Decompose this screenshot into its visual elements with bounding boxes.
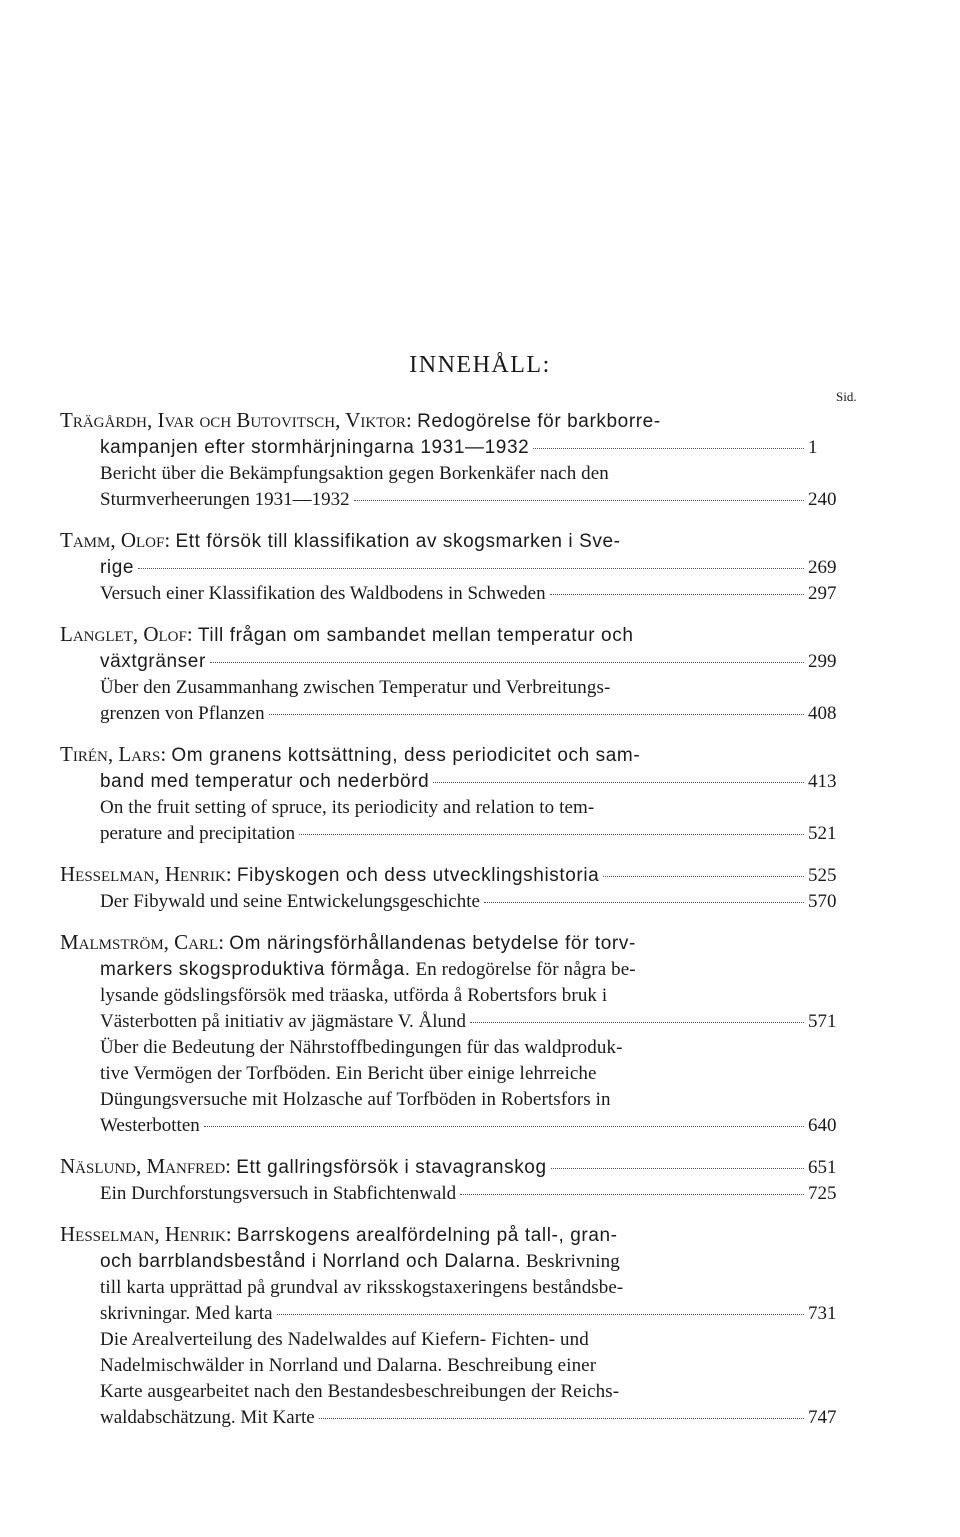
entry-description-end: Västerbotten på initiativ av jägmästare V. Ålund — [100, 1011, 467, 1032]
leader-dots — [269, 714, 804, 715]
leader-dots — [277, 1314, 804, 1315]
translation-text-end: Versuch einer Klassifikation des Waldbodens in Schweden — [100, 583, 546, 604]
leader-dots — [550, 594, 804, 595]
entry-title-line — [60, 555, 850, 581]
entry-title-line — [60, 435, 850, 461]
entry-title: Till frågan om sambandet mellan temperatur och — [197, 625, 634, 646]
toc-entry — [60, 861, 850, 915]
entry-title: Redogörelse för barkborre- — [417, 411, 661, 432]
translation-line — [60, 1405, 850, 1431]
entry-title-bold: markers skogsproduktiva förmåga. — [100, 959, 411, 980]
page-number: 1 — [808, 437, 818, 458]
translation-line — [60, 487, 850, 513]
entry-heading — [60, 407, 850, 435]
page-number: 725 — [808, 1183, 837, 1204]
translation-text-end: perature and precipitation — [100, 823, 296, 844]
entry-author: Malmström, Carl: — [60, 930, 225, 954]
leader-dots — [460, 1194, 804, 1195]
entry-author: Tamm, Olof: — [60, 528, 171, 552]
entry-title-cont — [60, 1249, 850, 1275]
page-number: 413 — [808, 771, 837, 792]
leader-dots — [551, 1168, 804, 1169]
entry-heading — [60, 621, 850, 649]
entry-heading — [60, 741, 850, 769]
translation-text-end: Westerbotten — [100, 1115, 200, 1136]
entry-title-line — [60, 1009, 850, 1035]
translation-text-end: Sturmverheerungen 1931—1932 — [100, 489, 350, 510]
page-number: 571 — [808, 1011, 837, 1032]
entry-title-cont: band med temperatur och nederbörd — [100, 771, 430, 792]
page-number: 269 — [808, 557, 837, 578]
leader-dots — [484, 902, 804, 903]
entry-title: Ett gallringsförsök i stavagranskog — [236, 1157, 547, 1178]
toc-entry — [60, 1153, 850, 1207]
page-number: 297 — [808, 583, 837, 604]
entry-description: Beskrivning — [525, 1251, 620, 1272]
entry-heading — [60, 861, 850, 889]
entry-title-line — [60, 649, 850, 675]
entry-description: till karta upprättad på grundval av riksskogstaxeringens beståndsbe- — [100, 1277, 624, 1298]
entry-description-end: skrivningar. Med karta — [100, 1303, 273, 1324]
translation-line — [60, 581, 850, 607]
entry-title-line — [60, 769, 850, 795]
translation-text-end: Der Fibywald und seine Entwickelungsgeschichte — [100, 891, 480, 912]
page-column-label: Sid. — [836, 389, 857, 404]
translation-text-end: Ein Durchforstungsversuch in Stabfichtenwald — [100, 1183, 457, 1204]
toc-entry — [60, 407, 850, 513]
translation-text-end: grenzen von Pflanzen — [100, 703, 265, 724]
entry-title: Fibyskogen och dess utvecklingshistoria — [236, 865, 600, 886]
translation-text: Düngungsversuche mit Holzasche auf Torfböden in Robertsfors in — [100, 1089, 611, 1110]
leader-dots — [354, 500, 804, 501]
page-number: 299 — [808, 651, 837, 672]
entry-title-bold: och barrblandsbestånd i Norrland och Dalarna. — [100, 1251, 521, 1272]
leader-dots — [533, 448, 804, 449]
translation-text: Über den Zusammanhang zwischen Temperatur und Verbreitungs- — [100, 677, 611, 698]
entry-title-cont: kampanjen efter stormhärjningarna 1931—1932 — [100, 437, 530, 458]
entry-author: Langlet, Olof: — [60, 622, 193, 646]
page-number: 731 — [808, 1303, 837, 1324]
entry-author: Tirén, Lars: — [60, 742, 167, 766]
entry-title: Om granens kottsättning, dess periodicitet och sam- — [171, 745, 641, 766]
entry-title-cont: rige — [100, 557, 135, 578]
toc-entry — [60, 741, 850, 847]
entry-title: Ett försök till klassifikation av skogsmarken i Sve- — [175, 531, 621, 552]
entry-author: Hesselman, Henrik: — [60, 862, 232, 886]
table-of-contents — [60, 407, 850, 1445]
leader-dots — [319, 1418, 804, 1419]
entry-title: Om näringsförhållandenas betydelse för torv- — [229, 933, 636, 954]
entry-heading — [60, 929, 850, 957]
translation-line — [60, 701, 850, 727]
entry-author: Hesselman, Henrik: — [60, 1222, 232, 1246]
entry-description: En redogörelse för några be- — [415, 959, 636, 980]
toc-entry — [60, 929, 850, 1139]
leader-dots — [433, 782, 804, 783]
toc-entry — [60, 621, 850, 727]
leader-dots — [210, 662, 804, 663]
leader-dots — [470, 1022, 804, 1023]
entry-heading — [60, 1153, 850, 1181]
entry-heading — [60, 1221, 850, 1249]
entry-title-cont — [60, 957, 850, 983]
page-number: 240 — [808, 489, 837, 510]
toc-entry — [60, 527, 850, 607]
translation-text: Die Arealverteilung des Nadelwaldes auf Kiefern- Fichten- und — [100, 1329, 589, 1350]
translation-text: tive Vermögen der Torfböden. Ein Bericht über einige lehrreiche — [100, 1063, 597, 1084]
page-number: 640 — [808, 1115, 837, 1136]
page-title: INNEHÅLL: — [409, 352, 551, 378]
translation-line — [60, 889, 850, 915]
translation-text: Bericht über die Bekämpfungsaktion gegen Borkenkäfer nach den — [100, 463, 609, 484]
translation-line — [60, 1181, 850, 1207]
translation-text: Über die Bedeutung der Nährstoffbedingungen für das waldproduk- — [100, 1037, 623, 1058]
entry-description: lysande gödslingsförsök med träaska, utförda å Robertsfors bruk i — [100, 985, 608, 1006]
translation-text: On the fruit setting of spruce, its periodicity and relation to tem- — [100, 797, 595, 818]
entry-heading — [60, 527, 850, 555]
leader-dots — [138, 568, 804, 569]
page-number: 521 — [808, 823, 837, 844]
page-number: 747 — [808, 1407, 837, 1428]
leader-dots — [603, 876, 804, 877]
entry-title-line — [60, 1301, 850, 1327]
page-number: 408 — [808, 703, 837, 724]
toc-entry — [60, 1221, 850, 1431]
leader-dots — [299, 834, 804, 835]
entry-author: Näslund, Manfred: — [60, 1154, 232, 1178]
page-number: 525 — [808, 865, 837, 886]
page-number: 570 — [808, 891, 837, 912]
translation-text-end: waldabschätzung. Mit Karte — [100, 1407, 315, 1428]
translation-text: Nadelmischwälder in Norrland und Dalarna. Beschreibung einer — [100, 1355, 597, 1376]
entry-author: Trägårdh, Ivar och Butovitsch, Viktor: — [60, 408, 412, 432]
leader-dots — [204, 1126, 804, 1127]
entry-title-cont: växtgränser — [100, 651, 206, 672]
page-number: 651 — [808, 1157, 837, 1178]
translation-text: Karte ausgearbeitet nach den Bestandesbeschreibungen der Reichs- — [100, 1381, 620, 1402]
entry-title: Barrskogens arealfördelning på tall-, gran- — [236, 1225, 618, 1246]
translation-line — [60, 821, 850, 847]
translation-line — [60, 1113, 850, 1139]
